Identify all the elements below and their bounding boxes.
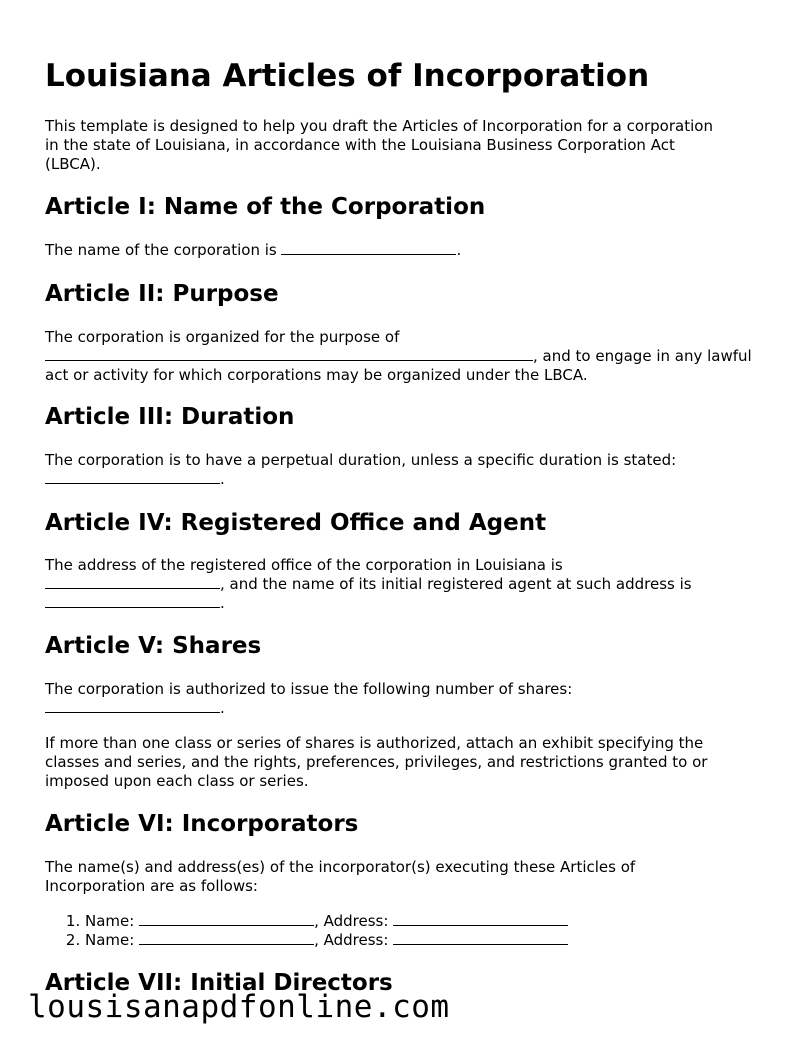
article-1-text: The name of the corporation is .: [45, 241, 462, 259]
article-2-title: Article II: Purpose: [45, 281, 279, 307]
article-2-text: The corporation is organized for the purpose of , and to engage in any lawful act or activity for which corporations may be organized under the LBCA.: [45, 328, 752, 384]
incorporator-1-address-blank[interactable]: [393, 912, 568, 926]
incorporator-list: [65, 912, 568, 950]
list-item: 1. Name: , Address:: [85, 912, 568, 931]
intro-paragraph: This template is designed to help you draft the Articles of Incorporation for a corporation in the state of Louisiana, in accordance with the Louisiana Business Corporation Act (LBCA).: [45, 117, 713, 173]
document-title: Louisiana Articles of Incorporation: [45, 58, 650, 94]
site-watermark: lousisanapdfonline.com: [28, 989, 450, 1025]
shares-blank[interactable]: [45, 699, 220, 713]
article-4-text: The address of the registered office of the corporation in Louisiana is , and the name of its initial registered agent at such address is .: [45, 556, 692, 612]
registered-agent-blank[interactable]: [45, 594, 220, 608]
article-5-text: The corporation is authorized to issue the following number of shares: .: [45, 680, 573, 717]
list-item: 2. Name: , Address:: [85, 931, 568, 950]
article-6-title: Article VI: Incorporators: [45, 811, 359, 837]
incorporator-2-name-blank[interactable]: [139, 931, 314, 945]
article-4-title: Article IV: Registered Office and Agent: [45, 510, 547, 536]
incorporator-2-address-blank[interactable]: [393, 931, 568, 945]
registered-office-blank[interactable]: [45, 575, 220, 589]
article-5-exhibit-note: If more than one class or series of shares is authorized, attach an exhibit specifying the classes and series, and the rights, preferences, privileges, and restrictions granted to or imposed upon each class or series.: [45, 734, 708, 790]
article-3-title: Article III: Duration: [45, 404, 295, 430]
article-6-text: The name(s) and address(es) of the incorporator(s) executing these Articles of Incorporation are as follows:: [45, 858, 636, 895]
duration-blank[interactable]: [45, 470, 220, 484]
article-3-text: The corporation is to have a perpetual duration, unless a specific duration is stated: .: [45, 451, 677, 488]
article-5-title: Article V: Shares: [45, 633, 262, 659]
purpose-blank[interactable]: [45, 347, 533, 361]
article-1-title: Article I: Name of the Corporation: [45, 194, 486, 220]
article-7-title: Article VII: Initial Directors: [45, 970, 393, 996]
corporation-name-blank[interactable]: [281, 241, 456, 255]
incorporator-1-name-blank[interactable]: [139, 912, 314, 926]
